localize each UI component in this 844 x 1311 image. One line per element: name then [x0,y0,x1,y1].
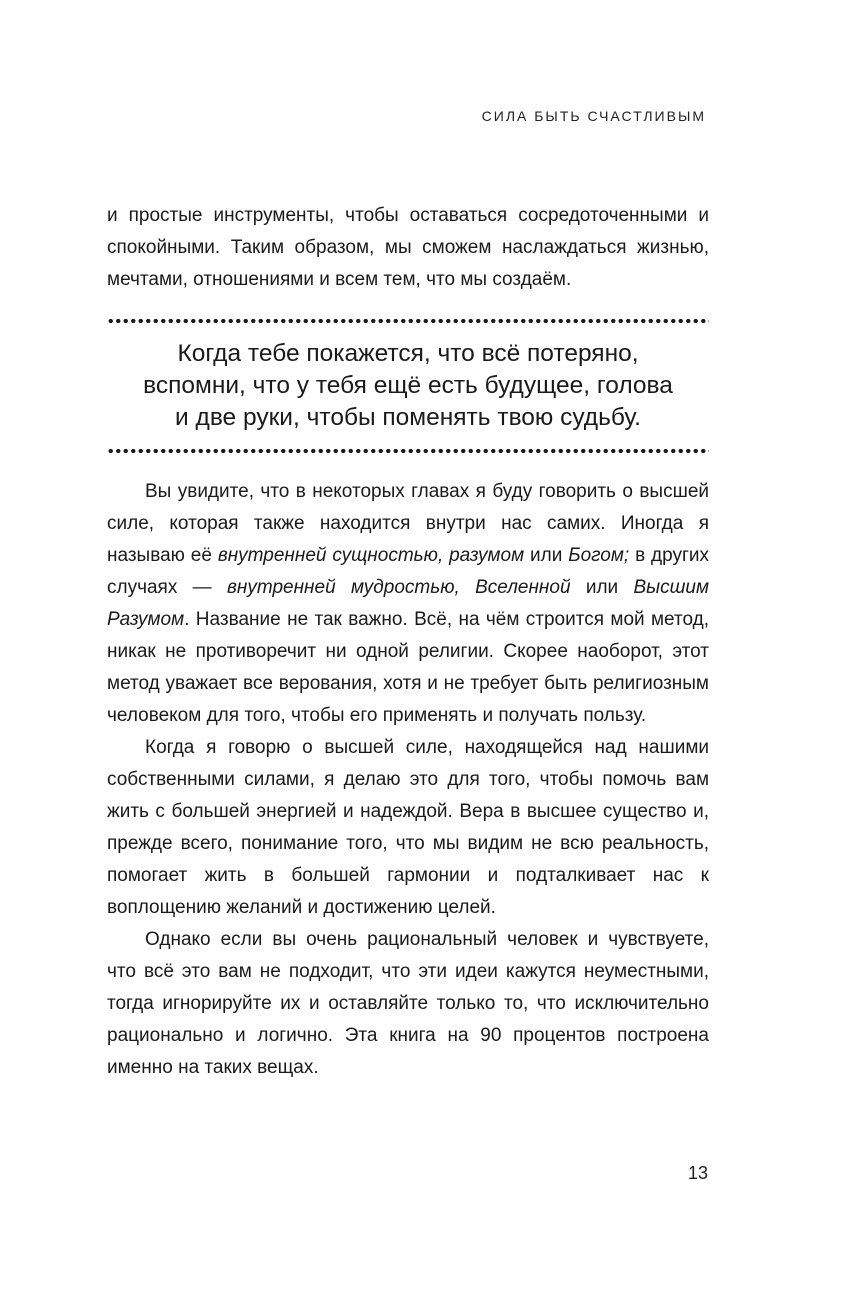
p1-text-5: . Название не так важно. Всё, на чём строится мой метод, никак не противоречит ни одной религии. Скорее наоборот, этот метод уважает все верования, хотя и не требует быть религиозным человеком для того, чтобы его применять и получать пользу. [107,609,709,726]
p1-italic-4: Высшим Разумом [107,577,709,630]
body-text [107,476,709,1084]
p1-italic-2: Богом; [568,545,630,566]
body-paragraph-2: Когда я говорю о высшей силе, находящейся над нашими собственными силами, я делаю это для того, чтобы помочь вам жить с большей энергией и надеждой. Вера в высшее существо и, прежде всего, понимание того, что мы видим не всю реальность, помогает жить в большей гармонии и подталкивает нас к воплощению желаний и достижению целей. [107,737,709,918]
running-header: СИЛА БЫТЬ СЧАСТЛИВЫМ [481,108,706,124]
body-paragraph-1 [107,476,709,732]
page-content [107,200,709,1084]
intro-paragraph: и простые инструменты, чтобы оставаться сосредоточенными и спокойными. Таким образом, мы сможем наслаждаться жизнью, мечтами, отношениями и всем тем, что мы создаём. [107,205,709,290]
p1-text-2: или [524,545,569,566]
p1-text-3: в других случаях — [107,545,710,598]
p1-text-4: или [570,577,634,598]
p1-italic-3: внутренней мудростью, Вселенной [226,577,571,598]
page-number: 13 [687,1163,708,1183]
p1-italic-1: внутренней сущностью, разумом [217,545,525,566]
quote-line-1: Когда тебе покажется, что всё потеряно, [177,340,639,367]
body-paragraph-3: Однако если вы очень рациональный человек и чувствуете, что всё это вам не подходит, что эти идеи кажутся неуместными, тогда игнорируйте их и оставляйте только то, что исключительно рационально и логично. Эта книга на 90 процентов построена именно на таких вещах. [107,929,709,1078]
quote-line-2: вспомни, что у тебя ещё есть будущее, голова [143,372,673,399]
dotted-divider-top [107,318,709,324]
p1-text-1: Вы увидите, что в некоторых главах я буду говорить о высшей силе, которая также находится внутри нас самих. Иногда я называю её [107,481,709,566]
pull-quote [107,338,709,434]
quote-line-3: и две руки, чтобы поменять твою судьбу. [175,404,641,431]
dotted-divider-bottom [107,448,709,454]
